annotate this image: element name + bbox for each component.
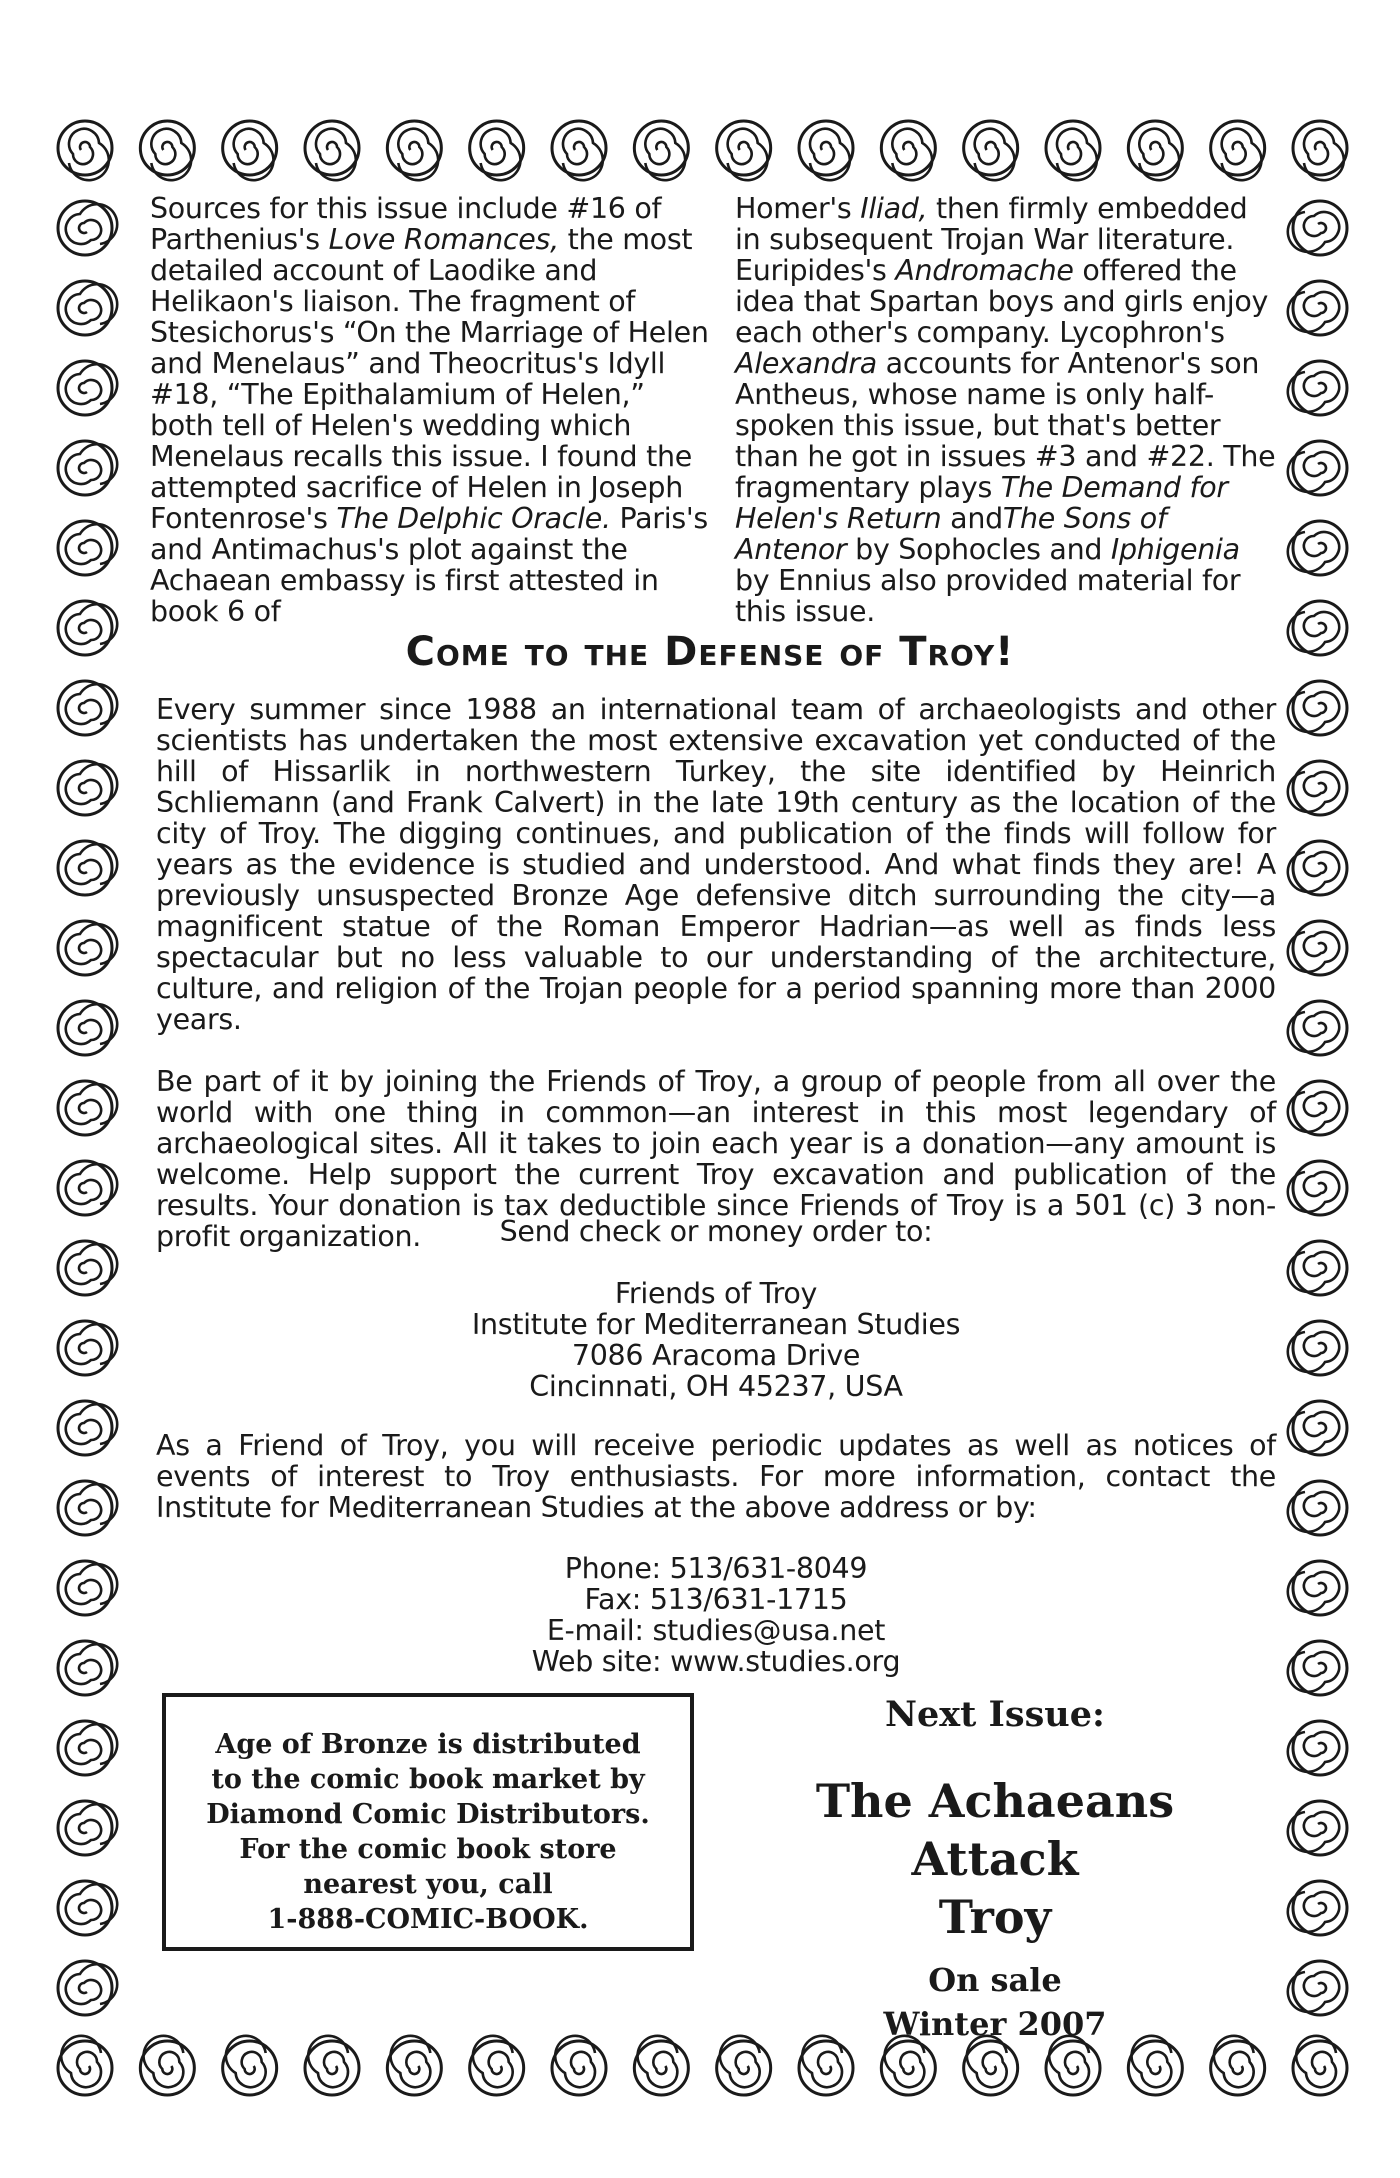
spiral-ornament	[58, 1881, 117, 1935]
text-run: offered the idea that Spartan boys and girls enjoy each other's company. Lycophron's	[735, 254, 1269, 349]
spiral-ornament	[1288, 1961, 1347, 2015]
next-issue-title	[730, 1772, 1260, 1946]
text-run: accounts for Antenor's son Antheus, whose name is only half-spoken this issue, but that's better than he got in issues #3 and #22. The fragmentary plays	[735, 347, 1276, 504]
distribution-box	[162, 1693, 694, 1951]
text-run: by Sophocles and	[846, 533, 1111, 566]
spiral-ornament	[1211, 121, 1265, 180]
distribution-line-4: For the comic book store	[239, 1834, 617, 1865]
text-run: and	[941, 502, 1003, 535]
spiral-ornament	[58, 601, 117, 655]
spiral-ornament	[1288, 361, 1347, 415]
spiral-ornament	[58, 2036, 112, 2095]
spiral-ornament	[58, 281, 117, 335]
spiral-ornament	[1288, 201, 1347, 255]
page-heading: Come to the Defense of Troy!	[405, 629, 1015, 675]
spiral-ornament	[470, 121, 524, 180]
next-issue-sale	[730, 1958, 1260, 2046]
spiral-ornament	[58, 1321, 117, 1375]
spiral-ornament	[58, 441, 117, 495]
distribution-line-6: 1-888-COMIC-BOOK.	[267, 1904, 589, 1935]
next-issue-date: Winter 2007	[883, 2005, 1107, 2043]
spiral-ornament	[1288, 1881, 1347, 1935]
spiral-ornament	[1293, 121, 1347, 180]
text-run: Homer's	[735, 192, 861, 225]
spiral-ornament	[1288, 1721, 1347, 1775]
spiral-ornament	[58, 921, 117, 975]
distribution-text	[166, 1727, 690, 1937]
text-run: Sources for this issue include #16 of Parthenius's	[150, 192, 662, 256]
italic-title: Andromache	[895, 254, 1074, 287]
spiral-ornament	[58, 1641, 117, 1695]
italic-title: Iliad,	[860, 192, 928, 225]
spiral-ornament	[552, 121, 606, 180]
spiral-ornament	[305, 2036, 359, 2095]
spiral-ornament	[58, 681, 117, 735]
spiral-ornament	[1288, 1801, 1347, 1855]
spiral-ornament	[223, 2036, 277, 2095]
spiral-ornament	[634, 121, 688, 180]
spiral-ornament	[58, 1961, 117, 2015]
spiral-ornament	[58, 1801, 117, 1855]
text-run: by Ennius also provided material for this issue.	[735, 564, 1241, 628]
main-article	[156, 694, 1276, 1283]
spiral-ornament	[58, 841, 117, 895]
friend-paragraph: As a Friend of Troy, you will receive periodic updates as well as notices of events of interest to Troy enthusiasts. For more information, contact the Institute for Mediterranean Studies at the above address or by:	[156, 1429, 1276, 1524]
italic-title: Love Romances,	[328, 223, 559, 256]
spiral-ornament	[58, 761, 117, 815]
spiral-ornament	[140, 2036, 194, 2095]
spiral-ornament	[58, 1401, 117, 1455]
spiral-ornament	[387, 2036, 441, 2095]
spiral-ornament	[1288, 1241, 1347, 1295]
text-run: Paris's and Antimachus's plot against the Achaean embassy is first attested in book 6 of	[150, 502, 708, 628]
address-line-1: Friends of Troy	[614, 1277, 818, 1310]
spiral-ornament	[58, 1561, 117, 1615]
send-label: Send check or money order to:	[499, 1215, 933, 1248]
next-issue-block	[730, 1690, 1260, 2046]
spiral-ornament	[1288, 1081, 1347, 1135]
spiral-ornament	[881, 121, 935, 180]
spiral-ornament	[1288, 681, 1347, 735]
spiral-ornament	[799, 121, 853, 180]
spiral-ornament	[1288, 1481, 1347, 1535]
distribution-line-3: Diamond Comic Distributors.	[206, 1799, 650, 1830]
spiral-ornament	[1046, 121, 1100, 180]
sources-left-column	[150, 193, 710, 627]
distribution-line-2: to the comic book market by	[211, 1764, 645, 1795]
contact-phone: Phone: 513/631-8049	[564, 1552, 868, 1585]
spiral-ornament	[305, 121, 359, 180]
spiral-ornament	[140, 121, 194, 180]
next-issue-title-line-1: The Achaeans Attack	[815, 1774, 1175, 1886]
next-issue-label: Next Issue:	[885, 1694, 1105, 1735]
italic-title: The Sons of Antenor	[735, 502, 1167, 566]
spiral-ornament	[58, 361, 117, 415]
spiral-ornament	[1288, 1401, 1347, 1455]
spiral-ornament	[1288, 841, 1347, 895]
italic-title: Alexandra	[735, 347, 877, 380]
spiral-ornament	[1288, 921, 1347, 975]
spiral-ornament	[58, 521, 117, 575]
spiral-ornament	[1288, 521, 1347, 575]
article-paragraph-2: Be part of it by joining the Friends of Troy, a group of people from all over the world with one thing in common—an interest in this most legendary of archaeological sites. All it takes to join each year is a donation—any amount is welcome. Help support the current Troy excavation and publication of the results. Your donation is tax deductible since Friends of Troy is a 501 (c) 3 non-profit organization.	[156, 1065, 1276, 1253]
article-paragraph-1: Every summer since 1988 an international team of archaeologists and other scientists has undertaken the most extensive excavation yet conducted of the hill of Hissarlik in northwestern Turkey, the site identified by Heinrich Schliemann (and Frank Calvert) in the late 19th century as the location of the city of Troy. The digging continues, and publication of the finds will follow for years as the evidence is studied and understood. And what finds they are! A previously unsuspected Bronze Age defensive ditch surrounding the city—a magnificent statue of the Roman Emperor Hadrian—as well as finds less spectacular but no less valuable to our understanding of the architecture, culture, and religion of the Trojan people for a period spanning more than 2000 years.	[156, 693, 1276, 1036]
spiral-ornament	[470, 2036, 524, 2095]
spiral-ornament	[58, 1721, 117, 1775]
spiral-ornament	[552, 2036, 606, 2095]
italic-title: Iphigenia	[1110, 533, 1240, 566]
spiral-ornament	[964, 121, 1018, 180]
sources-right-text	[735, 193, 1280, 627]
address-line-3: 7086 Aracoma Drive	[571, 1339, 861, 1372]
next-issue-on-sale: On sale	[928, 1961, 1062, 1999]
spiral-ornament	[1288, 1561, 1347, 1615]
spiral-ornament	[1288, 1001, 1347, 1055]
spiral-ornament	[1288, 281, 1347, 335]
address-line-4: Cincinnati, OH 45237, USA	[529, 1370, 903, 1403]
text-run: then firmly embedded in subsequent Trojan War literature. Euripides's	[735, 192, 1248, 287]
sources-left-text	[150, 193, 710, 627]
contact-email: E-mail: studies@usa.net	[546, 1614, 886, 1647]
spiral-ornament	[58, 1481, 117, 1535]
spiral-ornament	[634, 2036, 688, 2095]
spiral-ornament	[223, 121, 277, 180]
italic-title: The Delphic Oracle.	[336, 502, 611, 535]
contact-website: Web site: www.studies.org	[531, 1645, 901, 1678]
spiral-ornament	[1288, 761, 1347, 815]
address-line-2: Institute for Mediterranean Studies	[471, 1308, 961, 1341]
spiral-ornament	[58, 201, 117, 255]
next-issue-title-line-2: Troy	[938, 1890, 1052, 1944]
spiral-ornament	[1288, 1641, 1347, 1695]
spiral-ornament	[1128, 121, 1182, 180]
spiral-ornament	[1288, 441, 1347, 495]
sources-right-column	[735, 193, 1280, 627]
mailing-address	[156, 1278, 1276, 1402]
spiral-ornament	[1288, 1321, 1347, 1375]
spiral-ornament	[58, 121, 112, 180]
distribution-line-1: Age of Bronze is distributed	[215, 1729, 641, 1760]
text-run: the most detailed account of Laodike and Helikaon's liaison. The fragment of Stesichorus's “On the Marriage of Helen and Menelaus” and Theocritus's Idyll #18, “The Epithalamium of Helen,” both tell of Helen's wedding which Menelaus recalls this issue. I found the attempted sacrifice of Helen in Joseph Fontenrose's	[150, 223, 709, 535]
spiral-ornament	[1288, 1161, 1347, 1215]
spiral-ornament	[58, 1001, 117, 1055]
spiral-ornament	[387, 121, 441, 180]
contact-fax: Fax: 513/631-1715	[584, 1583, 848, 1616]
contact-info	[156, 1553, 1276, 1677]
spiral-ornament	[1288, 601, 1347, 655]
spiral-ornament	[1293, 2036, 1347, 2095]
spiral-ornament	[58, 1081, 117, 1135]
spiral-ornament	[58, 1241, 117, 1295]
spiral-ornament	[58, 1161, 117, 1215]
italic-title: The Demand for Helen's Return	[735, 471, 1228, 535]
spiral-ornament	[717, 121, 771, 180]
distribution-line-5: nearest you, call	[303, 1869, 553, 1900]
